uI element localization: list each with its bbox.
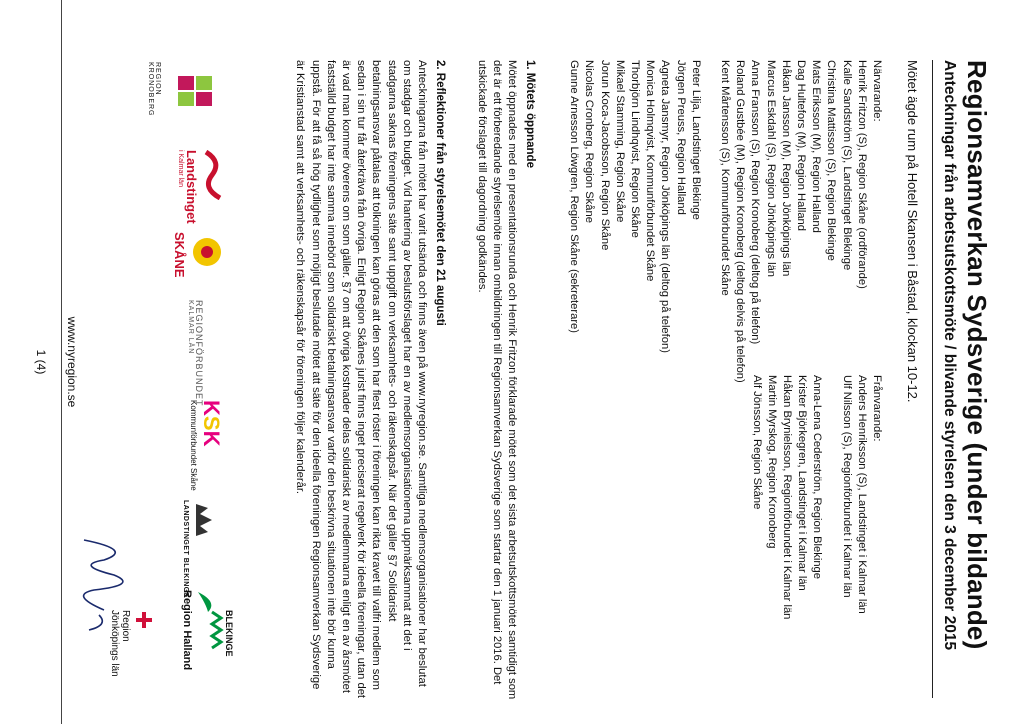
regionforbundet-logo: [187, 300, 204, 407]
present-list: [566, 60, 884, 383]
kronoberg-mark-icon: [164, 62, 214, 124]
kommunforbundet-label: Kommunförbundet Skåne: [189, 400, 198, 491]
blekinge-logo: [205, 610, 234, 657]
regionforbundet-label: REGIONFÖRBUNDET: [194, 300, 204, 407]
ksk-mark-icon: KSK: [199, 400, 224, 447]
list-item: Agneta Jansmyr, Region Jönköpings län (deltog på telefon): [659, 60, 672, 353]
footer-divider: [61, 0, 62, 724]
list-item: Gunne Arnesson Löwgren, Region Skåne (sekreterare): [568, 60, 581, 334]
document-subtitle: Anteckningar från arbetsutskottsmöte / blivande styrelsen den 3 december 2015: [941, 60, 958, 651]
wave-icon: [202, 150, 224, 200]
section-2-heading: 2. Reflektioner från styrelsemötet den 21 augusti: [434, 60, 446, 326]
griffin-icon: [190, 232, 224, 272]
list-item: Kalle Sandström (S), Landstinget Blekinge: [840, 60, 853, 271]
blekinge-wave-icon: [208, 610, 224, 650]
landstinget-blekinge-logo: [182, 500, 214, 598]
regionforbundet-sublabel: KALMAR LÄN: [187, 300, 194, 355]
skane-label: SKÅNE: [172, 232, 187, 278]
region-halland-label: Region Halland: [181, 590, 193, 671]
list-item: Krister Björkegren, Landstinget i Kalmar län: [796, 375, 809, 591]
region-kronoberg-logo: [147, 62, 214, 142]
list-item: Anna Fransson (S), Region Kronoberg (deltog på telefon): [749, 60, 762, 345]
blekinge-label: BLEKINGE: [224, 610, 234, 657]
list-item: Monica Holmqvist, Kommunförbundet Skåne: [644, 60, 657, 282]
partner-logos: [124, 60, 264, 700]
list-item: Jörgen Preuss, Region Halland: [674, 60, 687, 215]
list-item: Anna-Lena Cederström, Region Blekinge: [811, 375, 824, 579]
kommunforbundet-logo: [189, 400, 224, 491]
list-item: Mats Eriksson (M), Region Halland: [810, 60, 823, 233]
crown-icon: [192, 500, 214, 540]
list-item: Ulf Nilsson (S), Regionförbundet i Kalmar län: [840, 375, 853, 598]
list-item: Jorun Koca-Jacobsson, Region Skåne: [598, 60, 611, 251]
jonkoping-sublabel: Jönköpings län: [109, 610, 120, 677]
meeting-info: Mötet ägde rum på Hotell Skansen i Båstad, klockan 10-12.: [905, 60, 920, 403]
list-item: Marcus Eskdahl (S), Region Jönköpings län: [764, 60, 777, 278]
section-2-body: Anteckningarna från mötet har varit utsända och finns även på www.nyregion.se. Samtliga medlemsorganisationer har beslutat om stadgar och budget. Vid hantering av beslutsförslaget har en av medlemsorganisationerna uppmärksammat att det i stadgarna saknas föreningens säte samt uppgift om verksamhets- och räkenskapsår. När det gäller §7 Solidariskt betalningsansvar påtalas att tolkningen kan göras att den som har flest röster i föreningen kan rikta kravet till valfri medlem som sedan i sin tur får återkräva från övriga. Enligt Region Skånes jurist finns inget preciserat regelverk för ideella föreningar, utan det är vad man kommer överens om som gäller. §7 om att övriga kostnader delas solidariskt av medlemmarna enligt en av årsmötet fastställd budget har inte samma innebörd som solidariskt betalningsansvar varför den beskrivna situationen inte bör kunna uppstå. För att få så hög tydlighet som möjligt beslutade mötet att säte för den ideella föreningen Regionsamverkan Sydsverige är Kristianstad samt att verksamhets- och räkenskapsår för föreningen följer kalenderår.: [294, 60, 428, 699]
absent-label: Frånvarande:: [871, 375, 883, 442]
absent-list: [748, 375, 884, 619]
list-item: Anders Henriksson (S), Landstinget i Kalmar län: [855, 375, 868, 614]
kronoberg-label: REGION KRONOBERG: [147, 62, 161, 117]
landstinget-kalmar-sublabel: i Kalmar län: [177, 150, 184, 187]
list-item: Håkan Jansson (M), Region Jönköpings län: [779, 60, 792, 277]
list-item: Thorbjörn Lindhqvist, Region Skåne: [628, 60, 641, 238]
list-item: Håkan Brynielsson, Regionförbundet i Kalmar län: [780, 375, 793, 620]
list-item: Roland Gustbée (M), Region Kronoberg (deltog delvis på telefon): [734, 60, 747, 383]
page-number: 1 (4): [34, 349, 48, 375]
landstinget-kalmar-logo: [177, 150, 224, 224]
list-item: Nicolas Cronberg, Region Skåne: [583, 60, 596, 223]
list-item: Peter Lilja, Landstinget Blekinge: [689, 60, 702, 220]
list-item: Mikael Stamming, Region Skåne: [613, 60, 626, 223]
section-1-body: Mötet öppnades med en presentationsrunda och Henrik Fritzon förklarade mötet som det sista arbetsutskottsmötet samtidigt som det är ett förberedande styrelsemöte innan ombildningen till Regionsamverkan Sydsverige som startar den 1 januari 2016. Det utskickade förslaget till dagordning godkändes.: [475, 60, 518, 700]
footer-url: www.nyregion.se: [65, 316, 79, 408]
jonkoping-label: Region: [120, 610, 131, 642]
document-title: Regionsamverkan Sydsverige (under bildande): [962, 60, 992, 650]
present-label: Närvarande:: [871, 60, 883, 122]
list-item: Christina Mattisson (S), Region Blekinge: [825, 60, 838, 261]
list-item: Kent Mårtensson (S), Kommunförbundet Skåne: [718, 60, 731, 296]
landstinget-kalmar-label: Landstinget: [184, 150, 199, 224]
list-item: Alf Jönsson, Region Skåne: [750, 375, 763, 510]
section-1-heading: 1. Mötets öppnande: [524, 60, 536, 168]
landstinget-blekinge-label: LANDSTINGET BLEKINGE: [182, 500, 189, 598]
list-item: Martin Myrskog, Region Kronoberg: [765, 375, 778, 549]
list-item: Dag Hultefors (M), Region Halland: [794, 60, 807, 231]
title-divider: [932, 60, 933, 698]
region-skane-logo: [172, 232, 224, 278]
list-item: Henrik Fritzon (S), Region Skåne (ordförande): [855, 60, 868, 289]
